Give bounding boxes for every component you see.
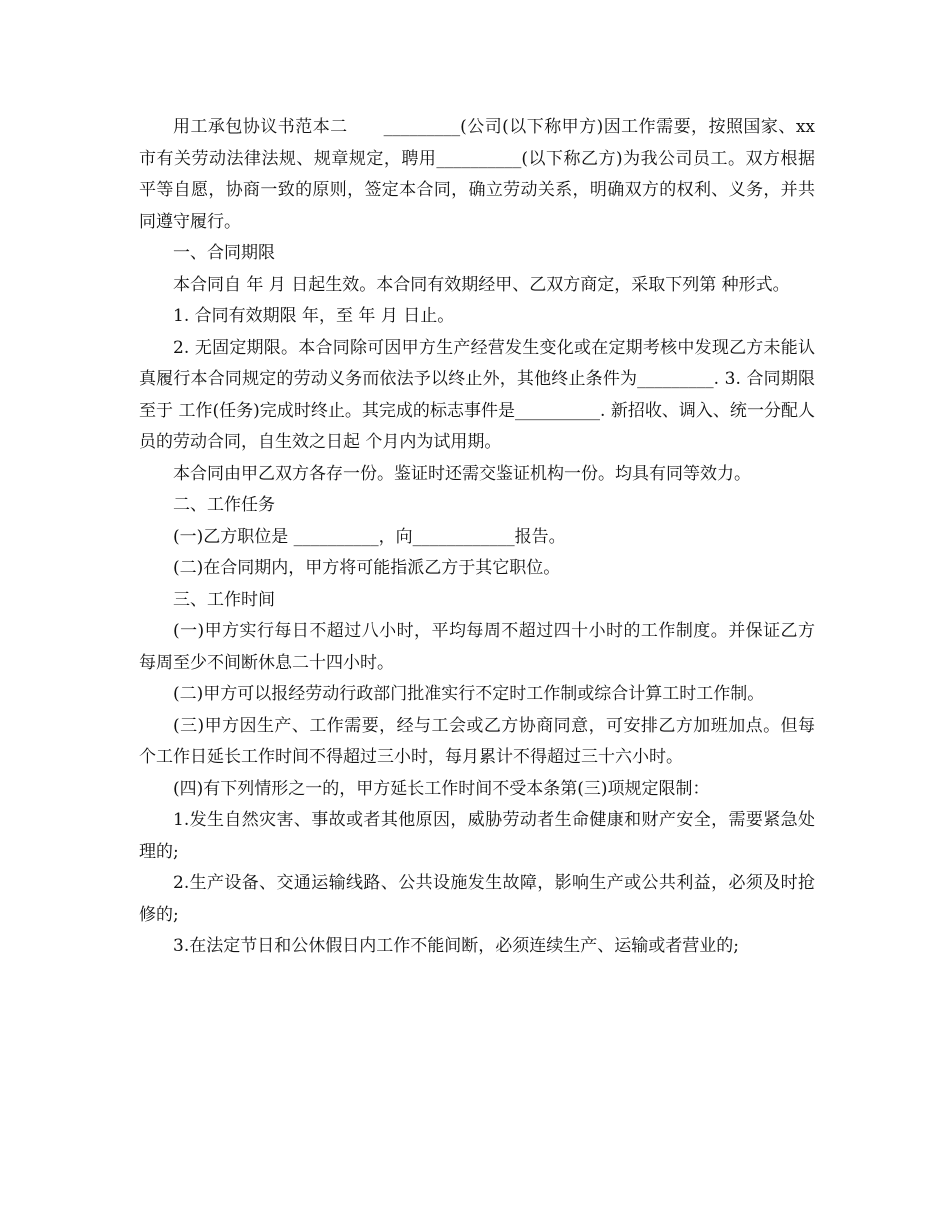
- section-heading-term: 一、合同期限: [173, 243, 275, 263]
- paragraph-task-1: (一)乙方职位是 __________，向____________报告。: [173, 526, 566, 547]
- paragraph-hours-3: (三)甲方因生产、工作需要，经与工会或乙方协商同意，可安排乙方加班加点。但每个工作日延长工作时间不得超过三小时，每月累计不得超过三十六小时。: [139, 715, 815, 767]
- paragraph-hours-4: (四)有下列情形之一的，甲方延长工作时间不受本条第(三)项规定限制：: [173, 778, 710, 799]
- paragraph-hours-1: (一)甲方实行每日不超过八小时，平均每周不超过四十小时的工作制度。并保证乙方每周至少不间断休息二十四小时。: [139, 621, 815, 673]
- paragraph-term-2: 2. 无固定期限。本合同除可因甲方生产经营发生变化或在定期考核中发现乙方未能认真履行本合同规定的劳动义务而依法予以终止外，其他终止条件为_________. 3. 合同期限至于 工作(任务)完成时终止。其完成的标志事件是__________. 新招收、调入、统一分配人员的劳动合同，自生效之日起 个月内为试用期。: [139, 337, 815, 452]
- paragraph-term-1: 1. 合同有效期限 年，至 年 月 日止。: [173, 306, 455, 326]
- intro-text: _________(公司(以下称甲方)因工作需要，按照国家、xx市有关劳动法律法规、规章规定，聘用__________(以下称乙方)为我公司员工。双方根据平等自愿，协商一致的原则，签定本合同，确立劳动关系，明确双方的权利、义务，并共同遵守履行。: [139, 117, 815, 232]
- section-heading-tasks: 二、工作任务: [173, 495, 275, 515]
- document-page: [139, 112, 815, 963]
- paragraph-hours-2: (二)甲方可以报经劳动行政部门批准实行不定时工作制或综合计算工时工作制。: [173, 684, 765, 704]
- paragraph-effective-date: 本合同自 年 月 日起生效。本合同有效期经甲、乙双方商定，采取下列第 种形式。: [173, 274, 790, 295]
- paragraph-copies: 本合同由甲乙双方各存一份。鉴证时还需交鉴证机构一份。均具有同等效力。: [173, 463, 751, 484]
- section-heading-hours: 三、工作时间: [173, 589, 275, 610]
- paragraph-exception-3: 3.在法定节日和公休假日内工作不能间断，必须连续生产、运输或者营业的;: [173, 936, 739, 956]
- intro-paragraph: [139, 112, 815, 238]
- document-title: 用工承包协议书范本二: [173, 117, 348, 137]
- paragraph-task-2: (二)在合同期内，甲方将可能指派乙方于其它职位。: [173, 558, 561, 578]
- paragraph-exception-2: 2.生产设备、交通运输线路、公共设施发生故障，影响生产或公共利益，必须及时抢修的;: [139, 873, 815, 925]
- paragraph-exception-1: 1.发生自然灾害、事故或者其他原因，威胁劳动者生命健康和财产安全，需要紧急处理的;: [139, 810, 815, 862]
